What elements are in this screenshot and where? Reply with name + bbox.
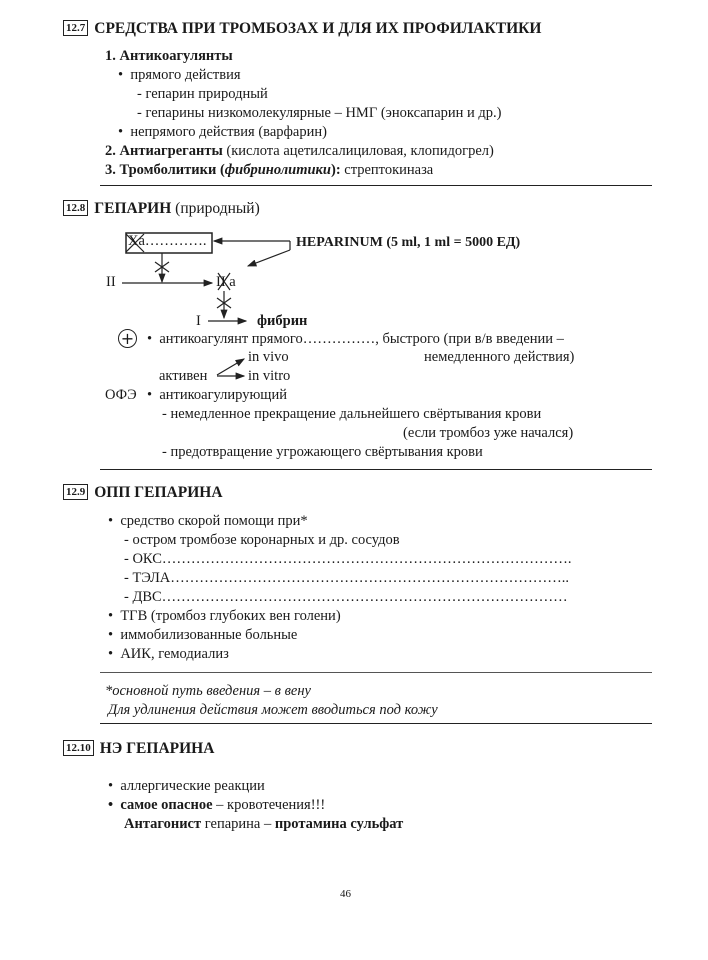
antiaggregants-line: 2. Антиагреганты (кислота ацетилсалициловая, клопидогрел) bbox=[105, 143, 494, 159]
plus-circle-icon: + bbox=[118, 329, 137, 348]
i-label: I bbox=[196, 313, 201, 329]
section-title: НЭ ГЕПАРИНА bbox=[99, 740, 215, 757]
list-item: - ОКС…………………………………………………………………………. bbox=[124, 551, 572, 567]
section-12-10-heading bbox=[63, 740, 214, 758]
active-arrows bbox=[214, 355, 248, 383]
section-number: 12.9 bbox=[63, 484, 88, 500]
list-item: - ДВС………………………………………………………………………… bbox=[124, 589, 568, 605]
list-item: • ТГВ (тромбоз глубоких вен голени) bbox=[108, 608, 341, 624]
section-12-8-heading: 12.8 ГЕПАРИН (природный) bbox=[63, 200, 260, 218]
section-number: 12.7 bbox=[63, 20, 88, 36]
list-item: • непрямого действия (варфарин) bbox=[118, 124, 327, 140]
list-item: • АИК, гемодиализ bbox=[108, 646, 229, 662]
section-number: 12.10 bbox=[63, 740, 94, 756]
ofe-label: ОФЭ bbox=[105, 387, 137, 403]
list-item: - немедленное прекращение дальнейшего свёртывания крови bbox=[162, 406, 542, 422]
list-item: • средство скорой помощи при* bbox=[108, 513, 308, 529]
list-item: (если тромбоз уже начался) bbox=[403, 425, 574, 441]
divider bbox=[100, 672, 652, 673]
list-item: - предотвращение угрожающего свёртывания крови bbox=[162, 444, 483, 460]
list-item: • антикоагулянт прямого……………, быстрого (при в/в введении – bbox=[147, 331, 564, 347]
section-12-7-heading bbox=[63, 20, 541, 38]
list-item: - остром тромбозе коронарных и др. сосудов bbox=[124, 532, 400, 548]
thrombolytics-line: 3. Тромболитики (фибринолитики): стрептокиназа bbox=[105, 162, 434, 178]
section-12-9-heading bbox=[63, 484, 223, 502]
immediate-label: немедленного действия) bbox=[424, 349, 575, 365]
antagonist-line: Антагонист гепарина – протамина сульфат bbox=[124, 816, 404, 832]
fibrin-label: фибрин bbox=[257, 313, 308, 329]
list-item: • иммобилизованные больные bbox=[108, 627, 298, 643]
in-vivo-label: in vivo bbox=[248, 349, 289, 365]
list-item: • самое опасное – кровотечения!!! bbox=[108, 797, 326, 813]
divider bbox=[100, 469, 652, 470]
list-item: - ТЭЛА……………………………………………………………………….. bbox=[124, 570, 570, 586]
footnote: *основной путь введения – в вену bbox=[105, 683, 311, 699]
divider bbox=[100, 723, 652, 724]
footnote: Для удлинения действия может вводиться под кожу bbox=[108, 702, 438, 718]
page-number: 46 bbox=[340, 888, 351, 900]
heparin-to-iia-arrow bbox=[248, 250, 290, 266]
section-title: ГЕПАРИН bbox=[94, 200, 172, 217]
anticoagulants-heading: 1. Антикоагулянты bbox=[105, 48, 233, 64]
list-item: • аллергические реакции bbox=[108, 778, 265, 794]
section-title: ОПП ГЕПАРИНА bbox=[94, 484, 223, 501]
iia-label: II a bbox=[216, 274, 236, 290]
list-item: - гепарины низкомолекулярные – НМГ (эноксапарин и др.) bbox=[137, 105, 502, 121]
active-label: активен bbox=[159, 368, 208, 384]
section-number: 12.8 bbox=[63, 200, 88, 216]
ii-label: II bbox=[106, 274, 116, 290]
list-item: • антикоагулирующий bbox=[147, 387, 287, 403]
divider bbox=[100, 185, 652, 186]
list-item: - гепарин природный bbox=[137, 86, 268, 102]
heparinum-label: HEPARINUM (5 ml, 1 ml = 5000 ЕД) bbox=[296, 235, 521, 250]
xa-label: Xa…………. bbox=[128, 233, 207, 249]
in-vitro-label: in vitro bbox=[248, 368, 291, 384]
list-item: • прямого действия bbox=[118, 67, 241, 83]
section-title: СРЕДСТВА ПРИ ТРОМБОЗАХ И ДЛЯ ИХ ПРОФИЛАКТИКИ bbox=[94, 20, 542, 37]
